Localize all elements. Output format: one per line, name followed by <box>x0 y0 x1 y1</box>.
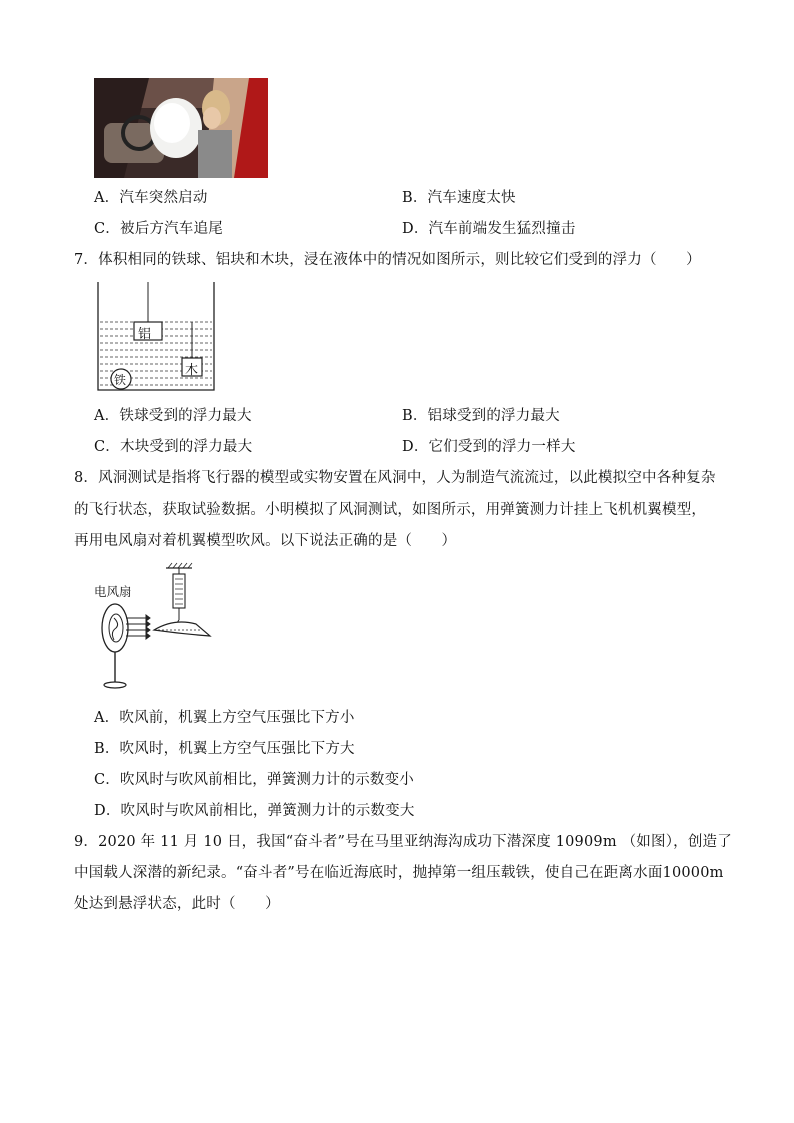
q6-option-b: B．汽车速度太快 <box>402 190 516 206</box>
q7-stem: 7．体积相同的铁球、铝块和木块，浸在液体中的情况如图所示，则比较它们受到的浮力（ ） <box>74 252 701 268</box>
q9-stem-line-3: 处达到悬浮状态，此时（ ） <box>74 896 280 912</box>
q6-option-d: D．汽车前端发生猛烈撞击 <box>402 221 576 237</box>
buoyancy-figure <box>94 282 218 392</box>
q7-option-a: A．铁球受到的浮力最大 <box>94 408 252 424</box>
q9-stem-line-2: 中国载人深潜的新纪录。“奋斗者”号在临近海底时，抛掉第一组压载铁，使自己在距离水面10000m <box>74 865 724 881</box>
q9-stem-line-1: 9．2020 年 11 月 10 日，我国“奋斗者”号在马里亚纳海沟成功下潜深度 10909m （如图），创造了 <box>74 834 732 850</box>
q8-stem-line-3: 再用电风扇对着机翼模型吹风。以下说法正确的是（ ） <box>74 533 457 549</box>
q6-option-a: A．汽车突然启动 <box>94 190 208 206</box>
q8-option-a: A．吹风前，机翼上方空气压强比下方小 <box>94 710 355 726</box>
airbag-photo <box>94 78 268 178</box>
q8-stem-line-1: 8．风洞测试是指将飞行器的模型或实物安置在风洞中，人为制造气流流过，以此模拟空中各种复杂 <box>74 470 716 486</box>
label-iron: 铁 <box>114 373 127 387</box>
wind-tunnel-figure <box>92 562 222 694</box>
q7-option-c: C．木块受到的浮力最大 <box>94 439 253 455</box>
label-wood: 木 <box>185 363 199 378</box>
q8-stem-line-2: 的飞行状态，获取试验数据。小明模拟了风洞测试，如图所示，用弹簧测力计挂上飞机机翼模型， <box>74 502 707 518</box>
q7-option-d: D．它们受到的浮力一样大 <box>402 439 576 455</box>
q6-option-c: C．被后方汽车追尾 <box>94 221 223 237</box>
label-electric-fan: 电风扇 <box>94 584 132 599</box>
label-aluminum: 铝 <box>138 327 152 342</box>
q8-option-b: B．吹风时，机翼上方空气压强比下方大 <box>94 741 355 757</box>
q8-option-d: D．吹风时与吹风前相比，弹簧测力计的示数变大 <box>94 803 415 819</box>
q7-option-b: B．铝球受到的浮力最大 <box>402 408 560 424</box>
q8-option-c: C．吹风时与吹风前相比，弹簧测力计的示数变小 <box>94 772 414 788</box>
